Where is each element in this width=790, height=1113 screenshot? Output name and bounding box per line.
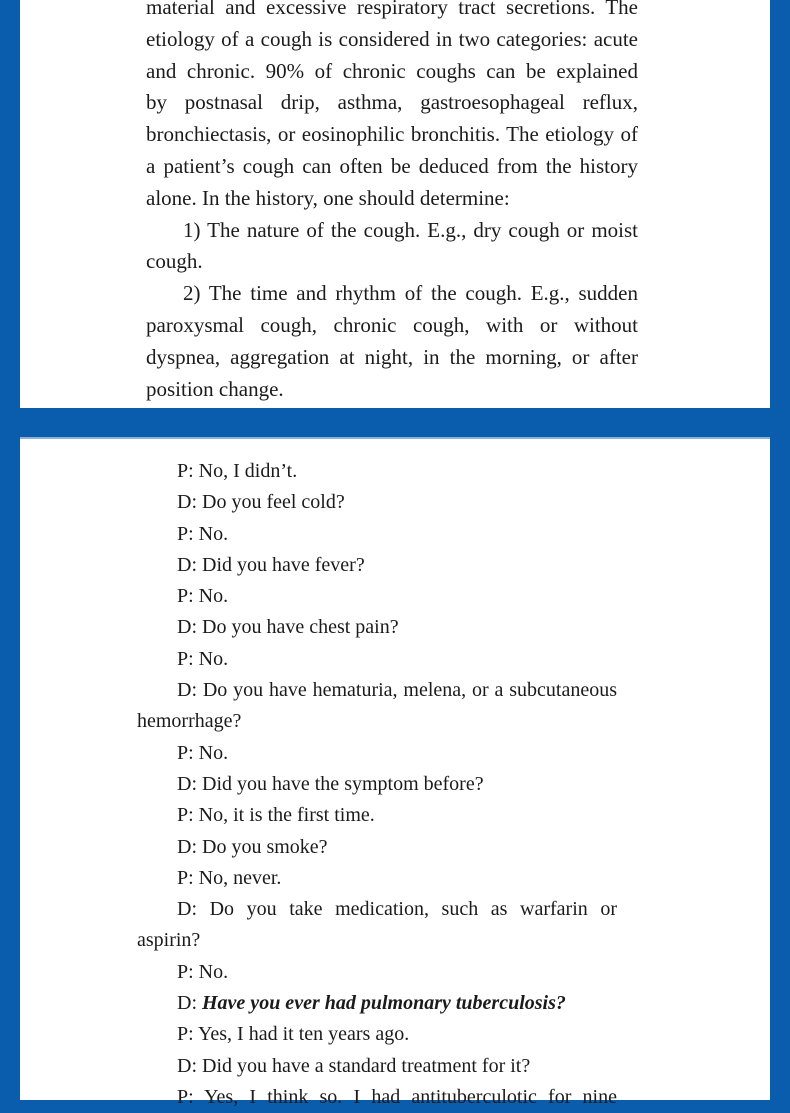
paragraph-text-block xyxy=(146,0,638,405)
text-line: cough. xyxy=(146,249,203,274)
text-line: material and excessive respiratory tract secretions. The xyxy=(146,0,638,19)
text-line: P: No, it is the first time. xyxy=(177,804,375,827)
text-line: P: Yes, I think so. I had antituberculotic for nine xyxy=(177,1085,617,1108)
dialogue-text-block xyxy=(137,439,617,1113)
speaker-prefix: D: xyxy=(177,992,202,1015)
book-page-bottom xyxy=(20,437,770,1108)
text-line: D: Do you have chest pain? xyxy=(177,616,399,639)
text-line: by postnasal drip, asthma, gastroesophageal reflux, xyxy=(146,90,638,115)
text-line: bronchiectasis, or eosinophilic bronchitis. The etiology of xyxy=(146,122,638,147)
text-line: hemorrhage? xyxy=(137,710,242,733)
text-line: D: Did you have fever? xyxy=(177,553,365,576)
text-line: 1) The nature of the cough. E.g., dry cough or moist xyxy=(183,217,638,242)
text-line: P: No. xyxy=(177,647,229,670)
text-line: etiology of a cough is considered in two categories: acute xyxy=(146,26,638,51)
book-page-top xyxy=(20,0,770,408)
text-line: D: Do you smoke? xyxy=(177,835,328,858)
text-line: position change. xyxy=(146,376,284,401)
text-line: P: No, never. xyxy=(177,866,282,889)
text-line: a patient’s cough can often be deduced from the history xyxy=(146,153,638,178)
text-line: P: No. xyxy=(177,522,229,545)
text-line: D: Do you have hematuria, melena, or a subcutaneous xyxy=(177,679,617,702)
text-line: D: Did you have the symptom before? xyxy=(177,772,484,795)
text-line: 2) The time and rhythm of the cough. E.g., sudden xyxy=(183,281,638,306)
text-line xyxy=(137,988,617,1019)
text-line: aspirin? xyxy=(137,929,201,952)
emphasis-text: Have you ever had pulmonary tuberculosis? xyxy=(202,992,566,1015)
text-line: D: Do you take medication, such as warfarin or xyxy=(177,898,617,921)
text-line: dyspnea, aggregation at night, in the morning, or after xyxy=(146,344,638,369)
text-line: P: No. xyxy=(177,741,229,764)
text-line: alone. In the history, one should determine: xyxy=(146,185,510,210)
text-line: P: No, I didn’t. xyxy=(177,460,298,482)
text-line: P: Yes, I had it ten years ago. xyxy=(177,1023,410,1046)
text-line: P: No. xyxy=(177,585,229,608)
text-line: paroxysmal cough, chronic cough, with or without xyxy=(146,312,638,337)
text-line: D: Do you feel cold? xyxy=(177,491,345,514)
text-line: P: No. xyxy=(177,960,229,983)
text-line: D: Did you have a standard treatment for it? xyxy=(177,1054,531,1077)
text-line: and chronic. 90% of chronic coughs can be explained xyxy=(146,58,638,83)
